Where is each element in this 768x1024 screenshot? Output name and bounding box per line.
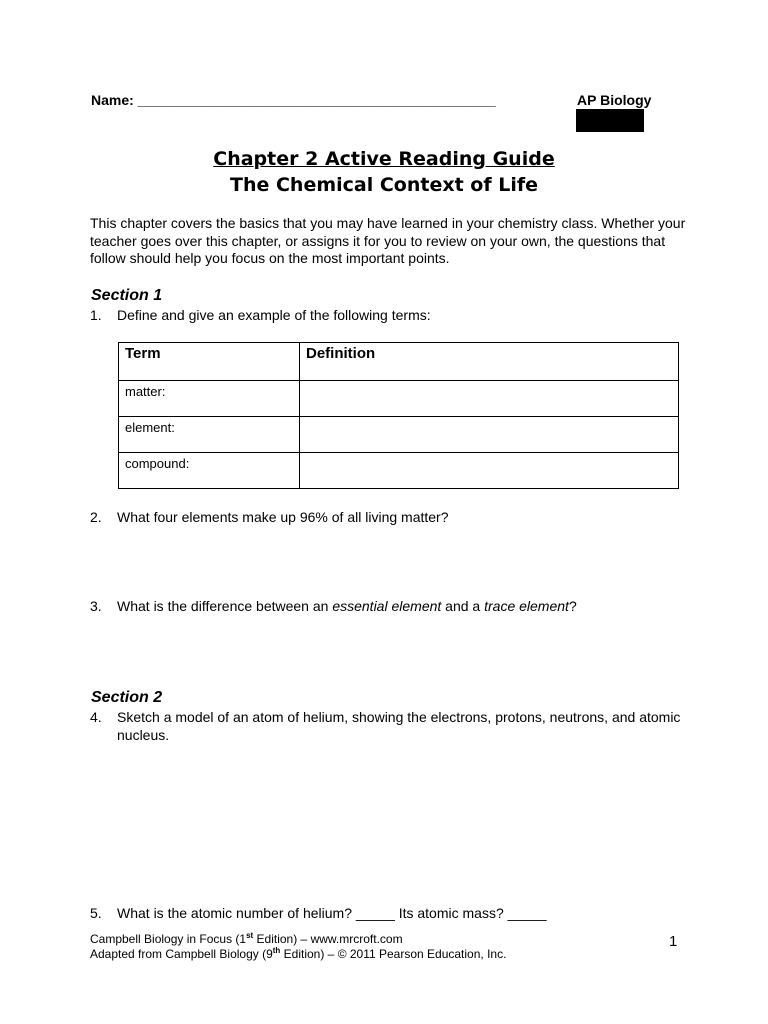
footer-text: Campbell Biology in Focus (1 <box>90 932 247 946</box>
footer-text: Edition) – www.mrcroft.com <box>253 932 403 946</box>
definition-cell[interactable] <box>300 417 679 453</box>
question-number: 5. <box>90 905 102 921</box>
footer-text: Edition) – © 2011 Pearson Education, Inc. <box>280 947 507 961</box>
question-text: Define and give an example of the following terms: <box>117 307 431 323</box>
section-2-heading: Section 2 <box>91 689 163 706</box>
question-text: Sketch a model of an atom of helium, showing the electrons, protons, neutrons, and atomic nucleus. <box>117 709 681 743</box>
table-header-term: Term <box>119 343 300 381</box>
emphasis-trace-element: trace element <box>484 598 569 614</box>
section-1-heading: Section 1 <box>91 287 163 304</box>
name-field-label[interactable]: Name: ______________________________________________ <box>91 92 496 108</box>
question-text <box>117 598 690 616</box>
question-number: 4. <box>90 709 102 725</box>
table-row <box>119 417 679 453</box>
emphasis-essential-element: essential element <box>332 598 442 614</box>
question-text-part: ? <box>568 598 577 614</box>
question-5 <box>90 905 690 923</box>
question-4 <box>90 709 690 744</box>
chapter-subtitle: The Chemical Context of Life <box>229 174 539 196</box>
question-3 <box>90 598 690 616</box>
footer-line-2 <box>90 947 506 962</box>
table-row <box>119 381 679 417</box>
footer-superscript: th <box>272 946 281 955</box>
question-text: What is the atomic number of helium? _____ Its atomic mass? _____ <box>117 905 547 921</box>
redaction-box <box>576 109 644 132</box>
question-number: 2. <box>90 509 102 525</box>
footer-text: Adapted from Campbell Biology (9 <box>90 947 273 961</box>
table-header-row <box>119 343 679 381</box>
definition-cell[interactable] <box>300 453 679 489</box>
table-row <box>119 453 679 489</box>
page-number: 1 <box>669 933 678 950</box>
course-label: AP Biology <box>577 92 652 108</box>
question-number: 1. <box>90 307 102 323</box>
footer-credits <box>90 932 506 962</box>
table-header-definition: Definition <box>300 343 679 381</box>
chapter-title-text: Chapter 2 Active Reading Guide <box>213 148 555 170</box>
question-text: What four elements make up 96% of all living matter? <box>117 509 449 525</box>
question-1 <box>90 307 690 325</box>
term-cell: matter: <box>119 381 300 417</box>
question-text-part: and a <box>441 598 485 614</box>
intro-paragraph: This chapter covers the basics that you may have learned in your chemistry class. Whether your teacher goes over this chapter, or assigns it for you to review on your own, the questions that follow should help you focus on the most important points. <box>90 215 686 266</box>
question-text-part: What is the difference between an <box>117 598 333 614</box>
question-2 <box>90 509 690 527</box>
chapter-title <box>0 148 768 170</box>
footer-line-1 <box>90 932 506 947</box>
question-number: 3. <box>90 598 102 614</box>
footer-superscript: st <box>246 931 254 940</box>
definition-cell[interactable] <box>300 381 679 417</box>
term-cell: compound: <box>119 453 300 489</box>
terms-table <box>118 342 679 489</box>
term-cell: element: <box>119 417 300 453</box>
